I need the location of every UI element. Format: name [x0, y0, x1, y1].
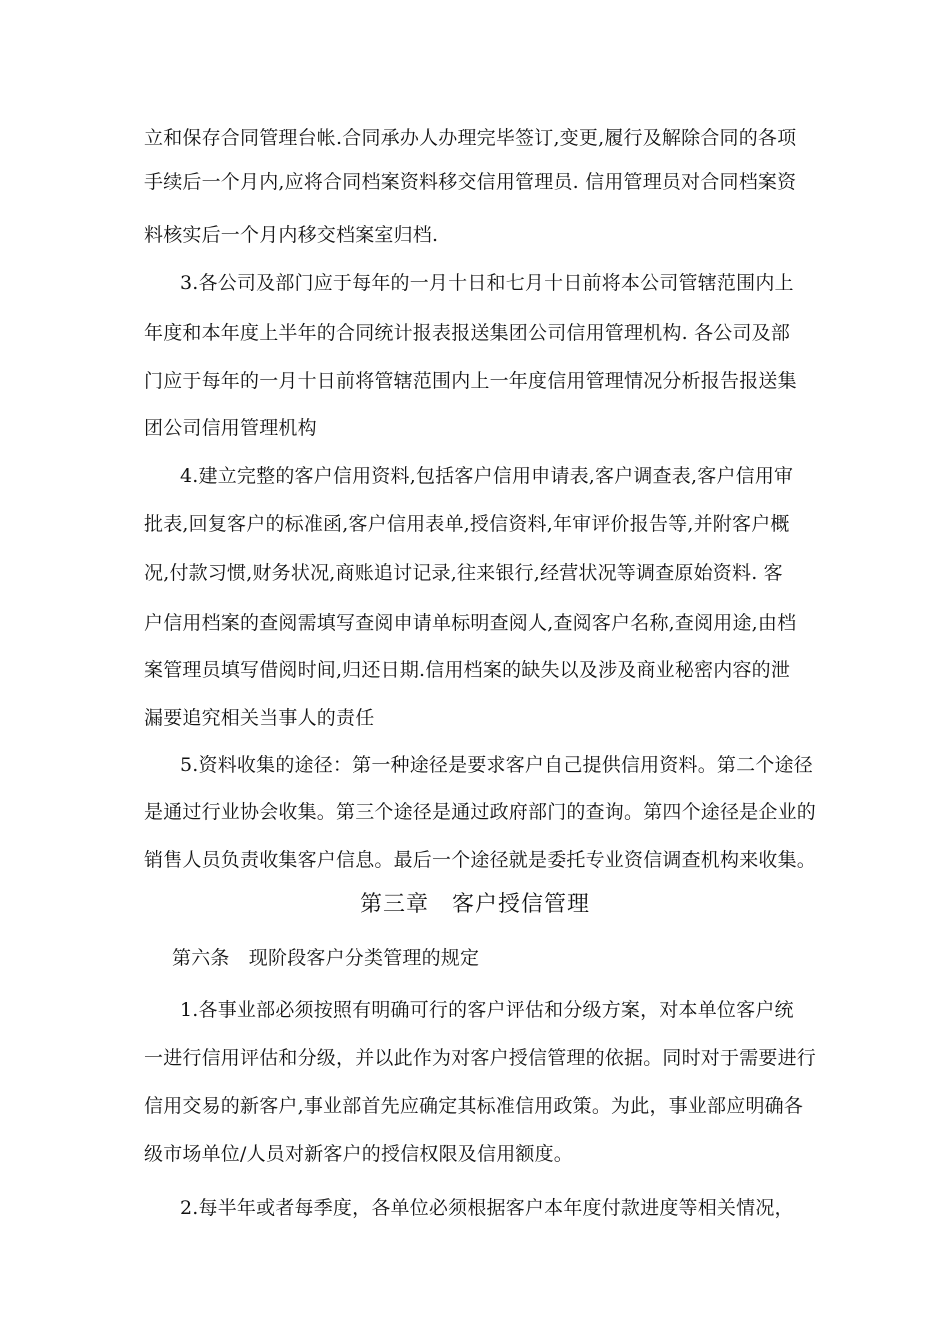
body-text-line: 一进行信用评估和分级，并以此作为对客户授信管理的依据。同时对于需要进行 — [144, 1047, 817, 1069]
body-text-line: 户信用档案的查阅需填写查阅申请单标明查阅人,查阅客户名称,查阅用途,由档 — [144, 612, 797, 634]
body-text-line: 销售人员负责收集客户信息。最后一个途径就是委托专业资信调查机构来收集。 — [144, 849, 817, 871]
body-text-line: 手续后一个月内,应将合同档案资料移交信用管理员. 信用管理员对合同档案资 — [144, 171, 797, 193]
body-text-line: 案管理员填写借阅时间,归还日期.信用档案的缺失以及涉及商业秘密内容的泄 — [144, 659, 791, 681]
body-text-line: 年度和本年度上半年的合同统计报表报送集团公司信用管理机构. 各公司及部 — [144, 322, 791, 344]
body-text-line: 1.各事业部必须按照有明确可行的客户评估和分级方案，对本单位客户统 — [180, 999, 794, 1021]
body-text-line: 况,付款习惯,财务状况,商账追讨记录,往来银行,经营状况等调查原始资料. 客 — [144, 562, 783, 584]
body-text-line: 2.每半年或者每季度，各单位必须根据客户本年度付款进度等相关情况， — [180, 1197, 794, 1219]
body-text-line: 立和保存合同管理台帐.合同承办人办理完毕签订,变更,履行及解除合同的各项 — [144, 127, 797, 149]
body-text-line: 批表,回复客户的标准函,客户信用表单,授信资料,年审评价报告等,并附客户概 — [144, 513, 790, 535]
body-text-line: 3.各公司及部门应于每年的一月十日和七月十日前将本公司管辖范围内上 — [180, 272, 794, 294]
body-text-line: 料核实后一个月内移交档案室归档. — [144, 224, 439, 246]
body-text-line: 级市场单位/人员对新客户的授信权限及信用额度。 — [144, 1143, 574, 1165]
body-text-line: 5.资料收集的途径：第一种途径是要求客户自己提供信用资料。第二个途径 — [180, 754, 813, 776]
body-text-line: 是通过行业协会收集。第三个途径是通过政府部门的查询。第四个途径是企业的 — [144, 801, 817, 823]
body-text-line: 团公司信用管理机构 — [144, 417, 317, 439]
article-title: 第六条 现阶段客户分类管理的规定 — [172, 947, 480, 969]
body-text-line: 门应于每年的一月十日前将管辖范围内上一年度信用管理情况分析报告报送集 — [144, 370, 797, 392]
body-text-line: 漏要追究相关当事人的责任 — [144, 707, 375, 729]
body-text-line: 信用交易的新客户,事业部首先应确定其标准信用政策。为此，事业部应明确各 — [144, 1095, 804, 1117]
chapter-title: 第三章 客户授信管理 — [359, 892, 590, 917]
body-text-line: 4.建立完整的客户信用资料,包括客户信用申请表,客户调查表,客户信用审 — [180, 465, 794, 487]
